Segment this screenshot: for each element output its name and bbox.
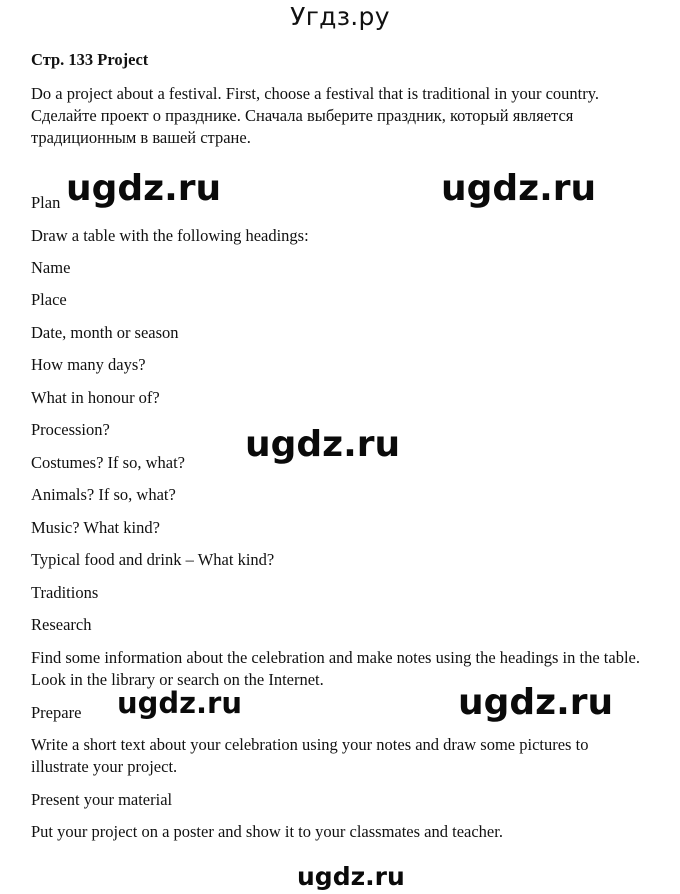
heading-days: How many days?	[31, 355, 146, 374]
research-label: Research	[31, 615, 92, 634]
heading-honour: What in honour of?	[31, 388, 160, 407]
present-label: Present your material	[31, 790, 173, 809]
watermark-logo: ugdz.ru	[245, 424, 401, 465]
watermark-logo: ugdz.ru	[441, 168, 597, 209]
prepare-label: Prepare	[31, 703, 82, 722]
heading-music: Music? What kind?	[31, 518, 160, 537]
document-body	[31, 49, 641, 149]
heading-procession: Procession?	[31, 420, 110, 439]
page-title: Стр. 133 Project	[31, 50, 149, 69]
present-text: Put your project on a poster and show it to your classmates and teacher.	[31, 822, 503, 841]
table-instruction: Draw a table with the following headings:	[31, 226, 309, 245]
heading-animals: Animals? If so, what?	[31, 485, 176, 504]
watermark-logo: ugdz.ru	[297, 862, 405, 891]
intro-paragraph: Do a project about a festival. First, choose a festival that is traditional in your country. Сделайте проект о празднике. Сначала выберите праздник, который является традиционным в вашей стране.	[31, 84, 600, 147]
site-header: Угдз.ру	[290, 2, 390, 31]
heading-traditions: Traditions	[31, 583, 99, 602]
watermark-logo: ugdz.ru	[458, 682, 614, 723]
plan-label: Plan	[31, 193, 61, 212]
heading-food: Typical food and drink – What kind?	[31, 550, 275, 569]
heading-costumes: Costumes? If so, what?	[31, 453, 185, 472]
heading-place: Place	[31, 290, 67, 309]
heading-name: Name	[31, 258, 71, 277]
watermark-logo: ugdz.ru	[66, 168, 222, 209]
research-text: Find some information about the celebration and make notes using the headings in the table. Look in the library or search on the Internet.	[31, 648, 640, 689]
watermark-logo: ugdz.ru	[117, 686, 243, 720]
heading-date: Date, month or season	[31, 323, 179, 342]
prepare-text: Write a short text about your celebration using your notes and draw some pictures to illustrate your project.	[31, 735, 589, 776]
